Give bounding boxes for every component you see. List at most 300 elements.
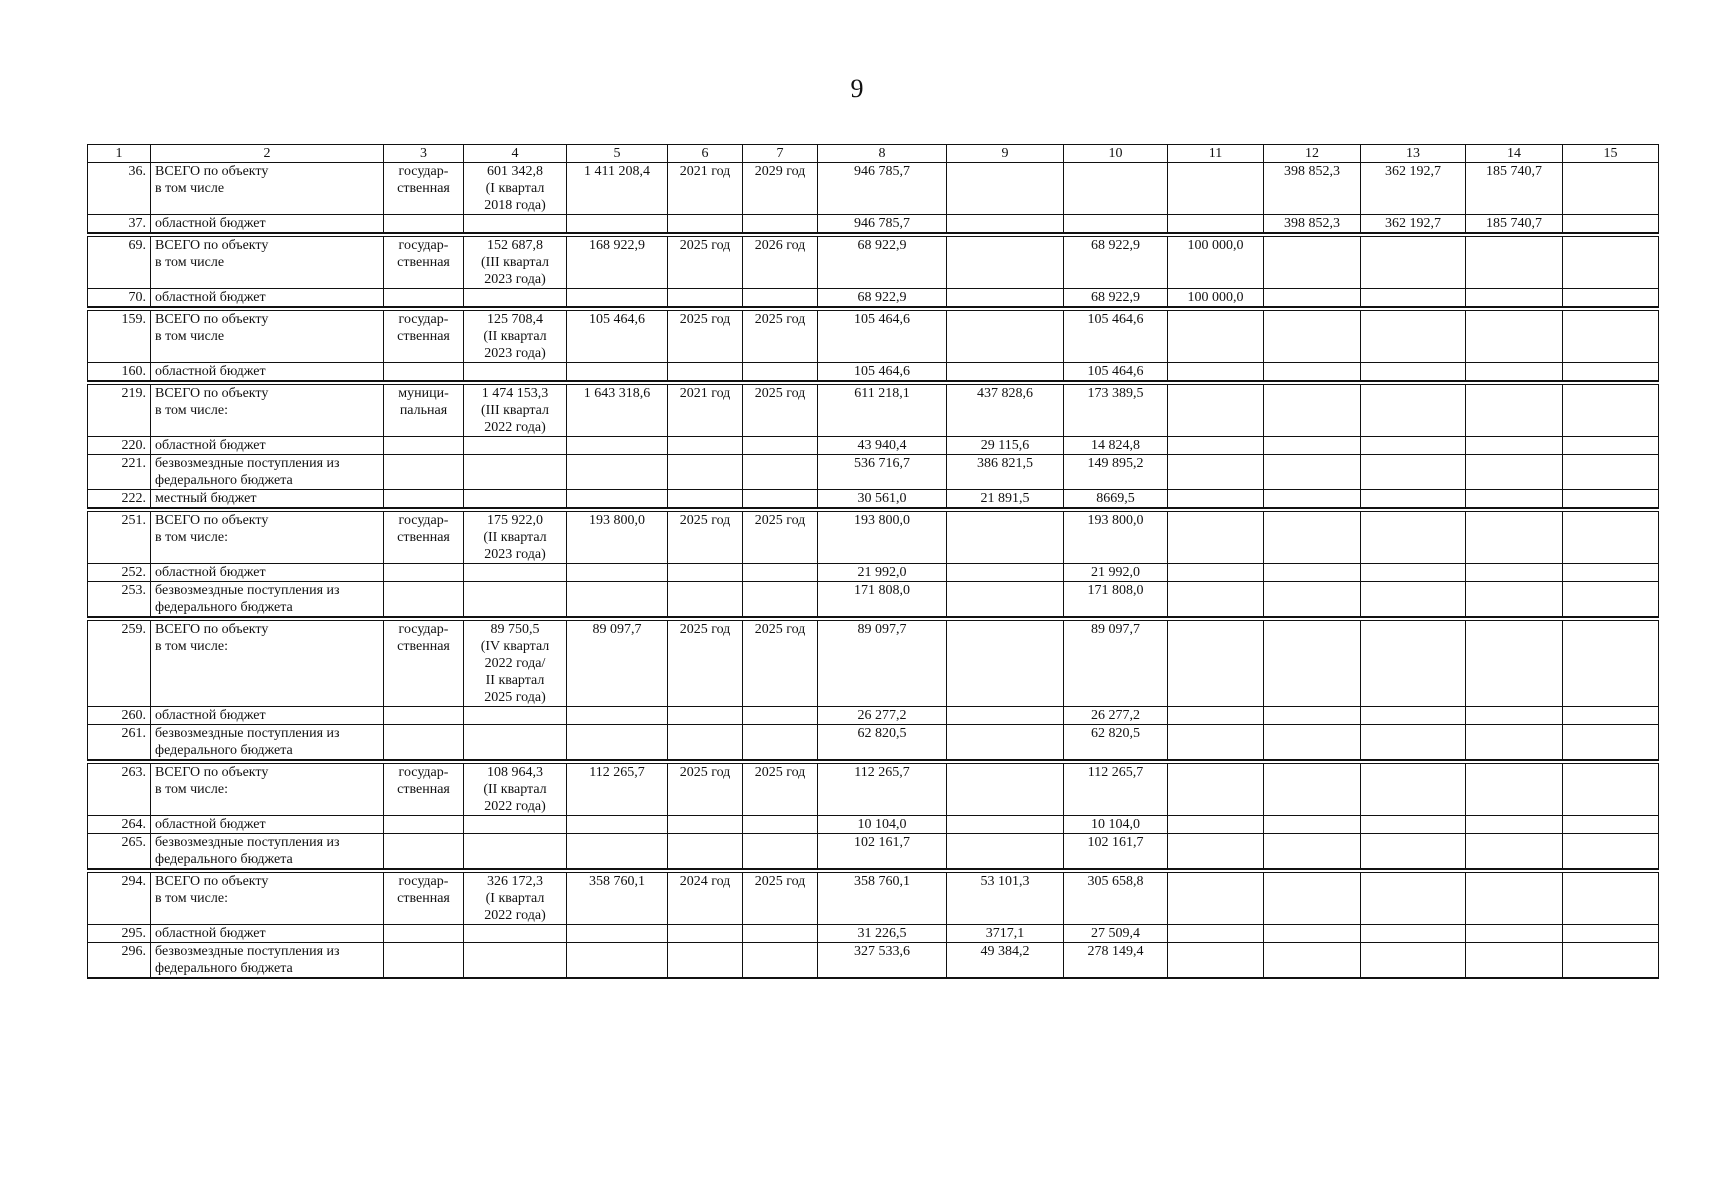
table-cell: 105 464,6 xyxy=(818,311,947,363)
table-cell xyxy=(1466,564,1563,582)
table-cell: 21 891,5 xyxy=(947,490,1064,509)
table-cell: 193 800,0 xyxy=(567,512,668,564)
column-header-row xyxy=(88,145,1659,163)
table-cell: 358 760,1 xyxy=(567,873,668,925)
table-cell: 68 922,9 xyxy=(818,289,947,308)
table-cell: 362 192,7 xyxy=(1361,163,1466,215)
table-cell: 2025 год xyxy=(743,621,818,707)
budget-table xyxy=(87,144,1659,979)
table-cell xyxy=(1264,725,1361,761)
table-cell xyxy=(1168,943,1264,979)
table-cell xyxy=(947,816,1064,834)
table-cell: государ- ственная xyxy=(384,163,464,215)
table-cell xyxy=(668,834,743,870)
table-cell xyxy=(464,490,567,509)
table-cell: 185 740,7 xyxy=(1466,163,1563,215)
table-cell xyxy=(464,582,567,618)
table-cell: 112 265,7 xyxy=(818,764,947,816)
table-cell: 2025 год xyxy=(743,311,818,363)
column-header: 1 xyxy=(88,145,151,163)
table-cell: 43 940,4 xyxy=(818,437,947,455)
table-cell: 221. xyxy=(88,455,151,490)
table-cell: государ- ственная xyxy=(384,764,464,816)
table-cell xyxy=(1563,764,1659,816)
table-cell xyxy=(743,725,818,761)
table-row xyxy=(88,289,1659,308)
table-cell: областной бюджет xyxy=(151,816,384,834)
table-cell: 2025 год xyxy=(668,311,743,363)
table-cell xyxy=(1264,764,1361,816)
table-cell xyxy=(384,834,464,870)
table-cell: областной бюджет xyxy=(151,564,384,582)
table-cell xyxy=(1466,455,1563,490)
table-cell xyxy=(1563,707,1659,725)
table-cell: 296. xyxy=(88,943,151,979)
table-cell: 175 922,0 (II квартал 2023 года) xyxy=(464,512,567,564)
table-cell: 89 097,7 xyxy=(1064,621,1168,707)
table-row xyxy=(88,385,1659,437)
table-cell xyxy=(668,707,743,725)
table-cell xyxy=(1264,363,1361,382)
table-cell: 100 000,0 xyxy=(1168,289,1264,308)
column-header: 3 xyxy=(384,145,464,163)
column-header: 7 xyxy=(743,145,818,163)
table-cell xyxy=(384,437,464,455)
column-header: 4 xyxy=(464,145,567,163)
column-header: 2 xyxy=(151,145,384,163)
table-row xyxy=(88,363,1659,382)
table-cell xyxy=(1264,289,1361,308)
table-cell xyxy=(743,707,818,725)
table-cell xyxy=(947,725,1064,761)
table-cell: 326 172,3 (I квартал 2022 года) xyxy=(464,873,567,925)
table-cell xyxy=(1264,707,1361,725)
table-row xyxy=(88,943,1659,979)
table-cell xyxy=(1361,943,1466,979)
table-cell xyxy=(1168,873,1264,925)
table-cell: 601 342,8 (I квартал 2018 года) xyxy=(464,163,567,215)
table-cell: 173 389,5 xyxy=(1064,385,1168,437)
table-row xyxy=(88,490,1659,509)
table-cell: ВСЕГО по объекту в том числе: xyxy=(151,764,384,816)
table-cell xyxy=(668,564,743,582)
table-cell xyxy=(1264,512,1361,564)
table-cell xyxy=(567,363,668,382)
table-cell: областной бюджет xyxy=(151,707,384,725)
table-cell: 68 922,9 xyxy=(1064,289,1168,308)
table-cell xyxy=(947,707,1064,725)
table-cell xyxy=(1466,834,1563,870)
table-cell: 125 708,4 (II квартал 2023 года) xyxy=(464,311,567,363)
table-cell xyxy=(947,564,1064,582)
table-cell xyxy=(1168,834,1264,870)
column-header: 8 xyxy=(818,145,947,163)
table-cell xyxy=(743,363,818,382)
table-cell xyxy=(668,725,743,761)
table-cell: 10 104,0 xyxy=(1064,816,1168,834)
table-cell: 2025 год xyxy=(668,237,743,289)
table-cell xyxy=(1361,834,1466,870)
table-cell: 2025 год xyxy=(743,873,818,925)
table-cell xyxy=(1563,215,1659,234)
table-cell xyxy=(464,437,567,455)
table-cell xyxy=(1361,437,1466,455)
table-cell xyxy=(567,816,668,834)
table-cell xyxy=(1264,455,1361,490)
table-cell xyxy=(1168,816,1264,834)
table-cell xyxy=(1168,215,1264,234)
table-cell xyxy=(1361,512,1466,564)
table-cell xyxy=(384,490,464,509)
column-header: 10 xyxy=(1064,145,1168,163)
table-cell xyxy=(668,455,743,490)
table-cell: 260. xyxy=(88,707,151,725)
table-cell xyxy=(947,621,1064,707)
table-cell xyxy=(1563,363,1659,382)
table-cell xyxy=(1264,925,1361,943)
table-cell: 30 561,0 xyxy=(818,490,947,509)
table-cell xyxy=(384,943,464,979)
table-cell xyxy=(464,925,567,943)
table-row xyxy=(88,582,1659,618)
table-cell xyxy=(567,943,668,979)
table-cell xyxy=(567,834,668,870)
table-cell xyxy=(1168,385,1264,437)
table-cell: безвозмездные поступления из федерального бюджета xyxy=(151,943,384,979)
column-header: 5 xyxy=(567,145,668,163)
table-cell xyxy=(1563,490,1659,509)
table-cell xyxy=(1563,925,1659,943)
column-header: 9 xyxy=(947,145,1064,163)
table-cell xyxy=(1168,455,1264,490)
table-cell: 193 800,0 xyxy=(1064,512,1168,564)
table-cell xyxy=(384,363,464,382)
table-row xyxy=(88,873,1659,925)
table-cell xyxy=(567,582,668,618)
table-cell xyxy=(1064,163,1168,215)
table-cell xyxy=(384,564,464,582)
table-cell xyxy=(464,725,567,761)
table-cell xyxy=(743,834,818,870)
table-cell xyxy=(1168,564,1264,582)
table-cell xyxy=(384,215,464,234)
table-cell: областной бюджет xyxy=(151,925,384,943)
table-cell xyxy=(1563,816,1659,834)
table-cell: ВСЕГО по объекту в том числе: xyxy=(151,512,384,564)
table-cell: 253. xyxy=(88,582,151,618)
table-cell xyxy=(1563,564,1659,582)
table-cell: 68 922,9 xyxy=(818,237,947,289)
table-cell xyxy=(947,237,1064,289)
table-cell: 362 192,7 xyxy=(1361,215,1466,234)
table-cell: 259. xyxy=(88,621,151,707)
table-cell xyxy=(947,764,1064,816)
table-cell: 611 218,1 xyxy=(818,385,947,437)
table-cell: 222. xyxy=(88,490,151,509)
table-cell xyxy=(1361,490,1466,509)
table-cell xyxy=(1466,289,1563,308)
table-cell xyxy=(1563,512,1659,564)
column-header: 14 xyxy=(1466,145,1563,163)
table-cell xyxy=(743,943,818,979)
table-cell xyxy=(384,707,464,725)
table-row xyxy=(88,725,1659,761)
table-row xyxy=(88,215,1659,234)
table-cell xyxy=(743,215,818,234)
table-cell: государ- ственная xyxy=(384,512,464,564)
table-cell xyxy=(1264,816,1361,834)
table-body xyxy=(88,145,1659,979)
table-cell xyxy=(1168,925,1264,943)
table-cell: 152 687,8 (III квартал 2023 года) xyxy=(464,237,567,289)
table-cell xyxy=(947,289,1064,308)
table-cell: государ- ственная xyxy=(384,311,464,363)
table-cell xyxy=(1264,873,1361,925)
table-cell: 53 101,3 xyxy=(947,873,1064,925)
table-cell: безвозмездные поступления из федерального бюджета xyxy=(151,582,384,618)
table-cell: 946 785,7 xyxy=(818,163,947,215)
table-cell: 14 824,8 xyxy=(1064,437,1168,455)
table-cell xyxy=(947,582,1064,618)
table-cell: 2025 год xyxy=(743,385,818,437)
table-cell: 26 277,2 xyxy=(1064,707,1168,725)
table-row xyxy=(88,163,1659,215)
table-cell xyxy=(1466,311,1563,363)
table-cell: ВСЕГО по объекту в том числе: xyxy=(151,385,384,437)
table-cell xyxy=(1264,311,1361,363)
table-row xyxy=(88,311,1659,363)
table-cell xyxy=(1361,582,1466,618)
table-cell: 2025 год xyxy=(668,764,743,816)
table-cell: 62 820,5 xyxy=(1064,725,1168,761)
table-cell xyxy=(464,564,567,582)
table-cell: 185 740,7 xyxy=(1466,215,1563,234)
table-cell xyxy=(1168,707,1264,725)
table-cell: 102 161,7 xyxy=(818,834,947,870)
table-cell xyxy=(567,925,668,943)
table-cell xyxy=(384,289,464,308)
table-cell xyxy=(1361,925,1466,943)
table-cell: 265. xyxy=(88,834,151,870)
table-cell: 108 964,3 (II квартал 2022 года) xyxy=(464,764,567,816)
table-cell xyxy=(668,816,743,834)
table-cell xyxy=(1563,873,1659,925)
table-cell xyxy=(743,437,818,455)
table-cell xyxy=(567,215,668,234)
table-cell xyxy=(1168,163,1264,215)
table-cell xyxy=(464,707,567,725)
table-cell xyxy=(1264,582,1361,618)
table-cell: 8669,5 xyxy=(1064,490,1168,509)
table-cell: 2025 год xyxy=(743,512,818,564)
table-cell: 220. xyxy=(88,437,151,455)
table-cell: 37. xyxy=(88,215,151,234)
table-cell xyxy=(1466,925,1563,943)
table-cell xyxy=(384,455,464,490)
table-cell: безвозмездные поступления из федерального бюджета xyxy=(151,834,384,870)
table-cell: 89 750,5 (IV квартал 2022 года/ II квартал 2025 года) xyxy=(464,621,567,707)
table-cell: безвозмездные поступления из федерального бюджета xyxy=(151,455,384,490)
table-cell xyxy=(668,289,743,308)
table-cell xyxy=(1563,834,1659,870)
table-cell: 252. xyxy=(88,564,151,582)
table-cell: 2025 год xyxy=(743,764,818,816)
table-cell: ВСЕГО по объекту в том числе xyxy=(151,237,384,289)
table-cell xyxy=(1168,437,1264,455)
table-cell: 31 226,5 xyxy=(818,925,947,943)
table-cell: областной бюджет xyxy=(151,437,384,455)
table-cell: 2021 год xyxy=(668,163,743,215)
table-cell xyxy=(1466,237,1563,289)
table-cell xyxy=(1563,725,1659,761)
table-row xyxy=(88,707,1659,725)
table-cell: 36. xyxy=(88,163,151,215)
table-cell: ВСЕГО по объекту в том числе xyxy=(151,163,384,215)
table-cell: 305 658,8 xyxy=(1064,873,1168,925)
table-cell xyxy=(1361,455,1466,490)
table-cell: 149 895,2 xyxy=(1064,455,1168,490)
table-cell xyxy=(1563,455,1659,490)
table-cell: областной бюджет xyxy=(151,215,384,234)
table-cell: областной бюджет xyxy=(151,289,384,308)
table-cell xyxy=(1361,237,1466,289)
table-cell: 261. xyxy=(88,725,151,761)
table-cell xyxy=(1361,725,1466,761)
table-row xyxy=(88,621,1659,707)
table-cell: государ- ственная xyxy=(384,873,464,925)
table-cell xyxy=(384,725,464,761)
table-row xyxy=(88,764,1659,816)
table-cell: 27 509,4 xyxy=(1064,925,1168,943)
table-cell xyxy=(668,437,743,455)
table-cell xyxy=(1168,621,1264,707)
table-cell xyxy=(1361,289,1466,308)
table-cell xyxy=(567,725,668,761)
table-cell xyxy=(1168,512,1264,564)
table-cell xyxy=(567,437,668,455)
table-cell xyxy=(668,925,743,943)
table-cell xyxy=(668,215,743,234)
table-cell xyxy=(1168,490,1264,509)
table-cell: 251. xyxy=(88,512,151,564)
table-cell xyxy=(1466,385,1563,437)
table-cell xyxy=(567,490,668,509)
table-cell: 219. xyxy=(88,385,151,437)
table-cell: государ- ственная xyxy=(384,621,464,707)
table-cell xyxy=(1361,816,1466,834)
table-cell xyxy=(567,564,668,582)
table-cell xyxy=(743,925,818,943)
table-cell xyxy=(1264,621,1361,707)
table-cell: безвозмездные поступления из федерального бюджета xyxy=(151,725,384,761)
table-row xyxy=(88,834,1659,870)
table-cell: 89 097,7 xyxy=(818,621,947,707)
table-cell xyxy=(1361,564,1466,582)
table-cell xyxy=(464,816,567,834)
table-cell xyxy=(1563,289,1659,308)
table-cell: 437 828,6 xyxy=(947,385,1064,437)
table-cell: 1 474 153,3 (III квартал 2022 года) xyxy=(464,385,567,437)
table-cell xyxy=(1563,385,1659,437)
table-cell: государ- ственная xyxy=(384,237,464,289)
table-cell xyxy=(464,289,567,308)
table-cell: 193 800,0 xyxy=(818,512,947,564)
table-cell: 69. xyxy=(88,237,151,289)
table-row xyxy=(88,237,1659,289)
table-cell: 1 643 318,6 xyxy=(567,385,668,437)
table-cell: 1 411 208,4 xyxy=(567,163,668,215)
table-cell xyxy=(1264,490,1361,509)
table-cell xyxy=(1361,707,1466,725)
table-cell: 100 000,0 xyxy=(1168,237,1264,289)
table-cell: 168 922,9 xyxy=(567,237,668,289)
table-cell: 26 277,2 xyxy=(818,707,947,725)
table-cell xyxy=(1563,437,1659,455)
table-cell xyxy=(567,289,668,308)
table-cell xyxy=(1264,834,1361,870)
table-cell xyxy=(1264,943,1361,979)
table-cell xyxy=(1361,385,1466,437)
table-cell xyxy=(1361,311,1466,363)
table-cell xyxy=(1563,943,1659,979)
table-row xyxy=(88,925,1659,943)
table-cell: ВСЕГО по объекту в том числе: xyxy=(151,873,384,925)
table-cell: 160. xyxy=(88,363,151,382)
table-cell xyxy=(1466,764,1563,816)
table-cell xyxy=(743,564,818,582)
table-cell: 295. xyxy=(88,925,151,943)
table-cell xyxy=(1168,363,1264,382)
table-cell xyxy=(743,582,818,618)
table-cell: 171 808,0 xyxy=(818,582,947,618)
table-cell xyxy=(947,512,1064,564)
table-cell: ВСЕГО по объекту в том числе xyxy=(151,311,384,363)
table-row xyxy=(88,512,1659,564)
table-cell: 398 852,3 xyxy=(1264,215,1361,234)
table-cell xyxy=(668,943,743,979)
table-cell: 171 808,0 xyxy=(1064,582,1168,618)
table-cell: 398 852,3 xyxy=(1264,163,1361,215)
table-cell xyxy=(743,816,818,834)
table-cell xyxy=(1466,707,1563,725)
table-cell xyxy=(1168,725,1264,761)
table-cell: 2024 год xyxy=(668,873,743,925)
table-cell: 358 760,1 xyxy=(818,873,947,925)
column-header: 13 xyxy=(1361,145,1466,163)
table-row xyxy=(88,816,1659,834)
table-row xyxy=(88,455,1659,490)
table-cell xyxy=(1264,385,1361,437)
table-cell xyxy=(668,582,743,618)
table-cell xyxy=(1466,943,1563,979)
table-cell xyxy=(1466,512,1563,564)
table-cell xyxy=(947,311,1064,363)
table-cell: 536 716,7 xyxy=(818,455,947,490)
table-cell: 386 821,5 xyxy=(947,455,1064,490)
table-cell: 105 464,6 xyxy=(1064,311,1168,363)
table-cell: 327 533,6 xyxy=(818,943,947,979)
table-cell xyxy=(567,707,668,725)
table-cell xyxy=(567,455,668,490)
table-cell: 89 097,7 xyxy=(567,621,668,707)
table-cell xyxy=(1466,621,1563,707)
table-cell xyxy=(1361,873,1466,925)
table-cell xyxy=(1466,437,1563,455)
table-cell xyxy=(1563,311,1659,363)
table-cell xyxy=(1361,363,1466,382)
table-cell xyxy=(1563,163,1659,215)
table-cell xyxy=(1264,437,1361,455)
